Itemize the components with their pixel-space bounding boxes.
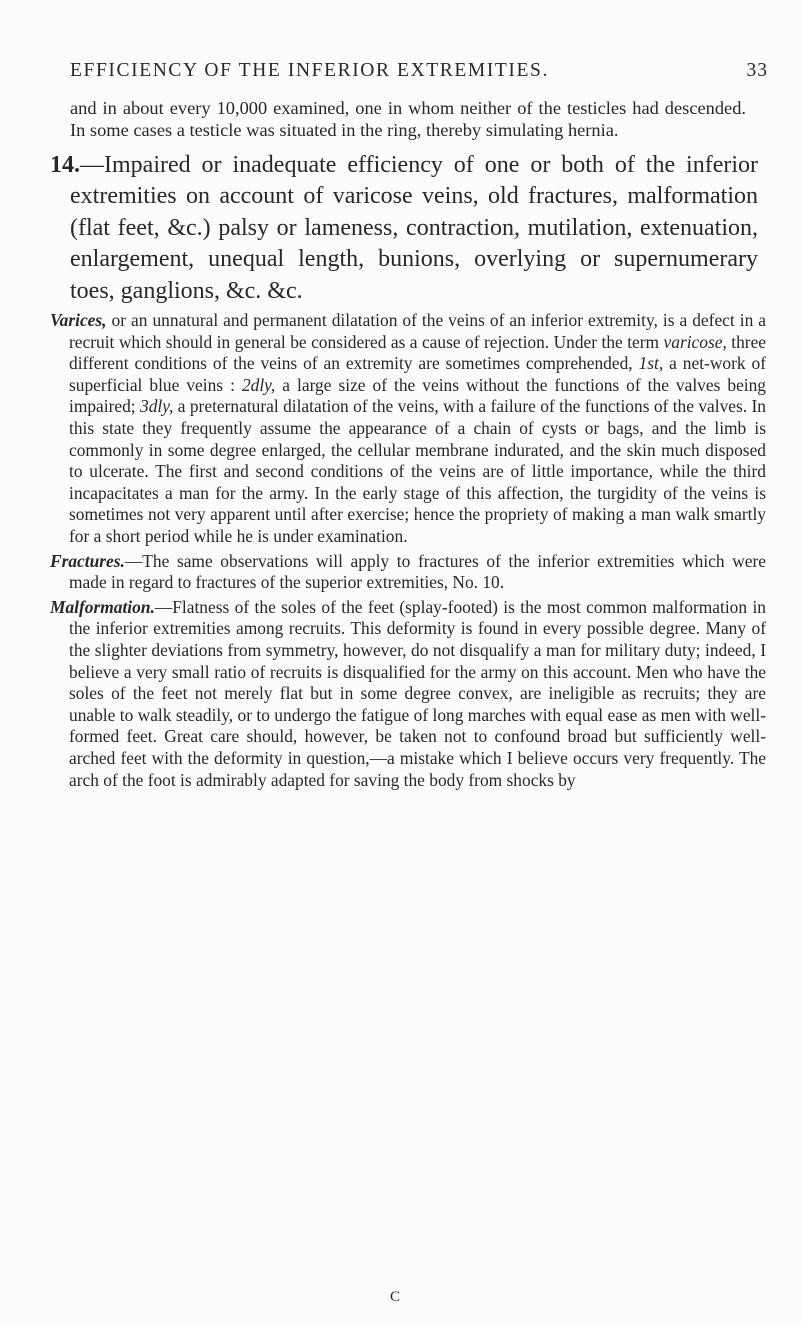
varices-italic-2: 1st, (638, 353, 664, 374)
varices-text-3: a net-work of superficial blue veins : (69, 353, 766, 395)
malformation-text: —Flatness of the soles of the feet (splay-footed) is the most common malformation in the inferior extremities among recruits. This deformity is found in every possible degree. Many of the slighter deviations from symmetry, however, do not disqualify a man for military duty; indeed, I believe a very small ratio of recruits is disqualified for the army on this account. Men who have the soles of the feet not merely flat but in some degree convex, are ineligible as recruits; they are unable to walk steadily, or to undergo the fatigue of long marches with equal ease as men with well-formed feet. Great care should, however, be taken not to confound broad but sufficiently well-arched feet with the deformity in question,—a mistake which I believe occurs very frequently. The arch of the foot is admirably adapted for saving the body from shocks by (69, 596, 766, 790)
varices-text-2: three different conditions of the veins of an extremity are sometimes comprehended, (69, 331, 767, 374)
varices-italic-1: varicose, (663, 331, 727, 352)
varices-paragraph (50, 310, 766, 548)
fractures-paragraph (50, 551, 766, 594)
varices-text-5: a preternatural dilatation of the veins, with a failure of the functions of the valves. In this state they frequently assume the appearance of a chain of cysts or bags, and the limb is commonly in some degree enlarged, the cellular membrane indurated, and the skin much disposed to ulcerate. The first and second conditions of the veins are of little importance, while the third incapacitates a man for the army. In the early stage of this affection, the turgidity of the veins is sometimes not very apparent until after exercise; hence the propriety of making a man walk smartly for a short period while he is under examination. (69, 396, 766, 547)
varices-text-1: or an unnatural and permanent dilatation of the veins of an inferior extremity, is a defect in a recruit which should in general be considered as a cause of rejection. Under the term (69, 310, 766, 352)
varices-term: Varices, (50, 310, 107, 331)
varices-italic-4: 3dly, (140, 396, 174, 417)
malformation-term: Malformation. (50, 596, 155, 617)
item-14-number: 14. (50, 151, 80, 178)
intro-paragraph: and in about every 10,000 examined, one in whom neither of the testicles had descended. In some cases a testicle was situated in the ring, thereby simulating hernia. (70, 98, 746, 141)
varices-italic-3: 2dly, (241, 374, 276, 395)
running-title: EFFICIENCY OF THE INFERIOR EXTREMITIES. (70, 60, 549, 81)
signature-mark: C (390, 1289, 402, 1305)
fractures-term: Fractures. (50, 550, 125, 571)
item-14-text: —Impaired or inadequate efficiency of one or both of the inferior extremities on account of varicose veins, old fractures, malformation (flat feet, &c.) palsy or lameness, contraction, mutilation, extenuation, enlargement, unequal length, bunions, overlying or supernumerary toes, ganglions, &c. &c. (70, 151, 758, 304)
malformation-paragraph (50, 597, 766, 791)
running-head (60, 60, 768, 86)
item-14 (50, 150, 758, 308)
fractures-text: —The same observations will apply to fractures of the inferior extremities which were made in regard to fractures of the superior extremities, No. 10. (69, 550, 766, 593)
page-number: 33 (746, 60, 768, 81)
body-text (50, 97, 780, 791)
varices-text-4: a large size of the veins without the functions of the valves being impaired; (69, 374, 767, 417)
